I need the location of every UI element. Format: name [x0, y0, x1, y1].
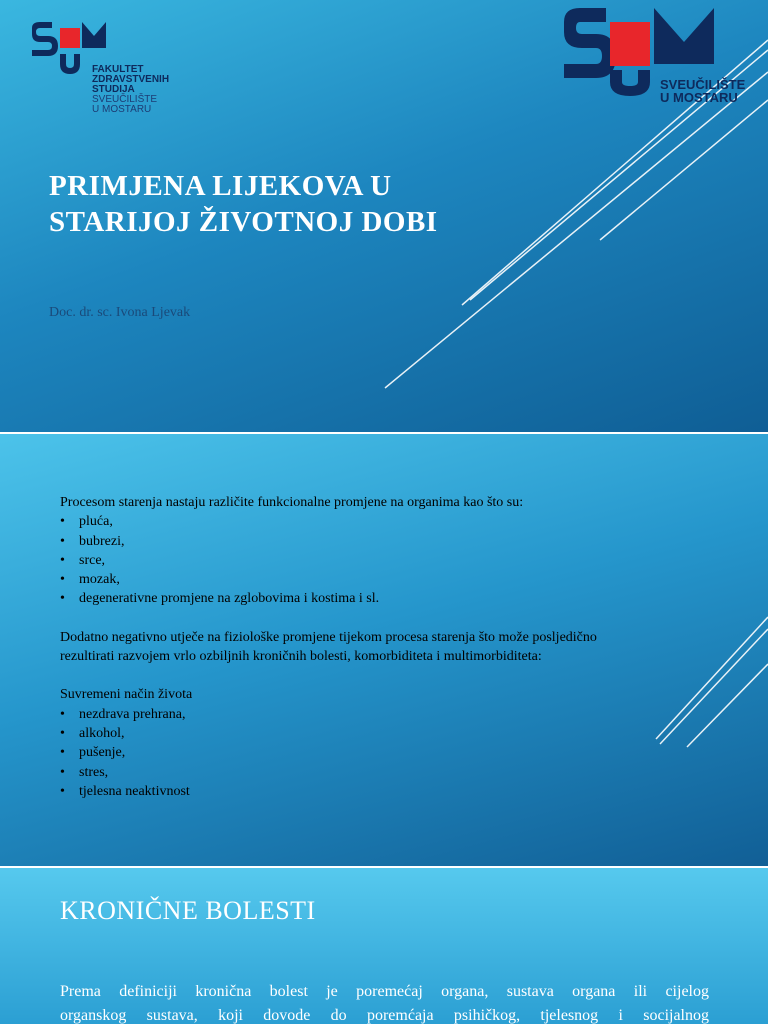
- slide-body: [60, 493, 660, 801]
- university-name-line: U MOSTARU: [92, 104, 152, 115]
- list-item: • stres,: [60, 763, 660, 782]
- text-line: organskog sustava, koji dovode do poremćaja psihičkog, tjelesnog i socijalnog: [60, 1007, 709, 1024]
- list-item: • nezdrava prehrana,: [60, 705, 660, 724]
- list-item: • pluća,: [60, 512, 660, 531]
- faculty-name-line: ZDRAVSTVENIH: [92, 74, 170, 85]
- title-line: PRIMJENA LIJEKOVA U: [49, 170, 392, 202]
- author: Doc. dr. sc. Ivona Ljevak: [49, 305, 191, 320]
- title-slide: [0, 0, 768, 432]
- list-item: • pušenje,: [60, 743, 660, 762]
- faculty-logo: [30, 20, 190, 120]
- organs-list: [60, 512, 660, 608]
- lifestyle-heading: Suvremeni način života: [60, 687, 193, 703]
- lifestyle-list: [60, 705, 660, 801]
- paragraph-line: rezultirati razvojem vrlo ozbiljnih kroničnih bolesti, komorbiditeta i multimorbiditeta:: [60, 649, 542, 665]
- university-logo-text: [660, 78, 745, 104]
- title-line: STARIJOJ ŽIVOTNOJ DOBI: [49, 206, 438, 238]
- list-item: • mozak,: [60, 570, 660, 589]
- intro-text: Procesom starenja nastaju različite funkcionalne promjene na organima kao što su:: [60, 495, 524, 510]
- list-item: • srce,: [60, 551, 660, 570]
- faculty-name-line: STUDIJA: [92, 84, 135, 95]
- definition-text: [60, 980, 709, 1028]
- slide-title: KRONIČNE BOLESTI: [60, 896, 316, 925]
- list-item: • alkohol,: [60, 724, 660, 743]
- text-line: Prema definiciji kronična bolest je poremećaj organa, sustava organa ili cijelog: [60, 983, 709, 1000]
- university-name-line: SVEUČILIŠTE: [92, 94, 158, 105]
- paragraph-line: Dodatno negativno utječe na fiziološke promjene tijekom procesa starenja što može posljedično: [60, 629, 597, 645]
- list-item: • degenerativne promjene na zglobovima i kostima i sl.: [60, 589, 660, 608]
- slide-title: [49, 168, 438, 240]
- list-item: • tjelesna neaktivnost: [60, 782, 660, 801]
- university-name-line: SVEUČILIŠTE: [660, 77, 746, 92]
- faculty-name-line: FAKULTET: [92, 64, 144, 75]
- list-item: • bubrezi,: [60, 532, 660, 551]
- university-name-line: U MOSTARU: [660, 90, 738, 105]
